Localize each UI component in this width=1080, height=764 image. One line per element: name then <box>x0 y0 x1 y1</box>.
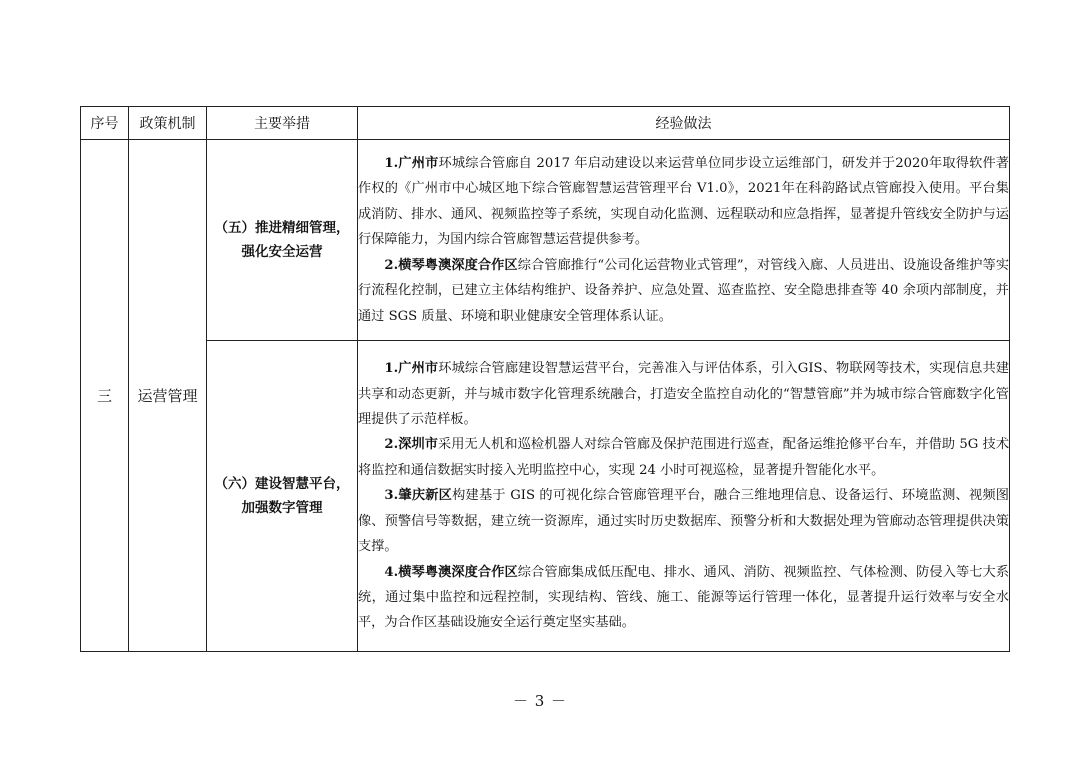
item-text: 综合管廊推行“公司化运营物业式管理”，对管线入廊、人员进出、设施设备维护等实行流程化控制，已建立主体结构维护、设备养护、应急处置、巡查监控、安全隐患排查等 40 余项内部制度，并通过 SGS 质量、环境和职业健康安全管理体系认证。 <box>358 257 1010 324</box>
seq-cell: 三 <box>81 140 129 652</box>
experience-cell-6 <box>358 341 1010 652</box>
table-header-row <box>81 107 1010 140</box>
item-place: 肇庆新区 <box>398 488 453 504</box>
experience-item: 4.横琴粤澳深度合作区综合管廊集成低压配电、排水、通风、消防、视频监控、气体检测、防侵入等七大系统，通过集中监控和远程控制，实现结构、管线、施工、能源等运行管理一体化，显著提升运行效率与安全水平，为合作区基础设施安全运行奠定坚实基础。 <box>358 564 1010 631</box>
header-experience: 经验做法 <box>358 107 1010 140</box>
experience-item: 2.深圳市采用无人机和巡检机器人对综合管廊及保护范围进行巡查，配备运维抢修平台车，并借助 5G 技术将监控和通信数据实时接入光明监控中心，实现 24 小时可视巡检，显著提升智能化水平。 <box>358 437 1010 478</box>
item-text: 环城综合管廊建设智慧运营平台，完善准入与评估体系，引入GIS、物联网等技术，实现信息共建共享和动态更新，并与城市数字化管理系统融合，打造安全监控自动化的“智慧管廊”并为城市综合管廊数字化管理提供了示范样板。 <box>358 361 1009 428</box>
measure-line: （五）推进精细管理， <box>214 220 350 236</box>
experience-item: 1.广州市环城综合管廊自 2017 年启动建设以来运营单位同步设立运维部门，研发并于2020年取得软件著作权的《广州市中心城区地下综合管廊智慧运营管理平台 V1.0》，2021年在科韵路试点管廊投入使用。平台集成消防、排水、通风、视频监控等子系统，实现自动化监测、远程联动和应急指挥，显著提升管线安全防护与运行保障能力，为国内综合管廊智慧运营提供参考。 <box>358 156 1009 248</box>
item-place: 深圳市 <box>398 437 439 453</box>
table-row <box>81 341 1010 652</box>
item-text: 环城综合管廊自 2017 年启动建设以来运营单位同步设立运维部门，研发并于2020年取得软件著作权的《广州市中心城区地下综合管廊智慧运营管理平台 V1.0》，2021年在科韵路试点管廊投入使用。平台集成消防、排水、通风、视频监控等子系统，实现自动化监测、远程联动和应急指挥，显著提升管线安全防护与运行保障能力，为国内综合管廊智慧运营提供参考。 <box>358 156 1009 248</box>
policy-table <box>80 106 1010 652</box>
item-text: 构建基于 GIS 的可视化综合管廊管理平台，融合三维地理信息、设备运行、环境监测、视频图像、预警信号等数据，建立统一资源库，通过实时历史数据库、预警分析和大数据处理为管廊动态管理提供决策支撑。 <box>358 488 1009 555</box>
experience-cell-5 <box>358 140 1010 341</box>
header-seq: 序号 <box>81 107 129 140</box>
measure-cell-6 <box>207 341 358 652</box>
item-place: 横琴粤澳深度合作区 <box>398 257 518 273</box>
table-row <box>81 140 1010 341</box>
experience-item: 2.横琴粤澳深度合作区综合管廊推行“公司化运营物业式管理”，对管线入廊、人员进出、设施设备维护等实行流程化控制，已建立主体结构维护、设备养护、应急处置、巡查监控、安全隐患排查等 40 余项内部制度，并通过 SGS 质量、环境和职业健康安全管理体系认证。 <box>358 257 1010 324</box>
measure-line: （六）建设智慧平台， <box>214 476 350 492</box>
page-number: － 3 － <box>512 692 568 710</box>
item-place: 横琴粤澳深度合作区 <box>398 564 518 580</box>
header-policy: 政策机制 <box>129 107 207 140</box>
header-measure: 主要举措 <box>207 107 358 140</box>
measure-line: 加强数字管理 <box>241 500 323 516</box>
item-text: 采用无人机和巡检机器人对综合管廊及保护范围进行巡查，配备运维抢修平台车，并借助 5G 技术将监控和通信数据实时接入光明监控中心，实现 24 小时可视巡检，显著提升智能化水平。 <box>358 437 1010 478</box>
experience-item: 3.肇庆新区构建基于 GIS 的可视化综合管廊管理平台，融合三维地理信息、设备运行、环境监测、视频图像、预警信号等数据，建立统一资源库，通过实时历史数据库、预警分析和大数据处理为管廊动态管理提供决策支撑。 <box>358 488 1009 555</box>
item-place: 广州市 <box>398 361 439 377</box>
experience-item: 1.广州市环城综合管廊建设智慧运营平台，完善准入与评估体系，引入GIS、物联网等技术，实现信息共建共享和动态更新，并与城市数字化管理系统融合，打造安全监控自动化的“智慧管廊”并为城市综合管廊数字化管理提供了示范样板。 <box>358 361 1009 428</box>
measure-cell-5 <box>207 140 358 341</box>
policy-cell: 运营管理 <box>129 140 207 652</box>
measure-line: 强化安全运营 <box>241 244 323 260</box>
item-text: 综合管廊集成低压配电、排水、通风、消防、视频监控、气体检测、防侵入等七大系统，通过集中监控和远程控制，实现结构、管线、施工、能源等运行管理一体化，显著提升运行效率与安全水平，为合作区基础设施安全运行奠定坚实基础。 <box>358 564 1010 631</box>
item-place: 广州市 <box>398 156 439 172</box>
